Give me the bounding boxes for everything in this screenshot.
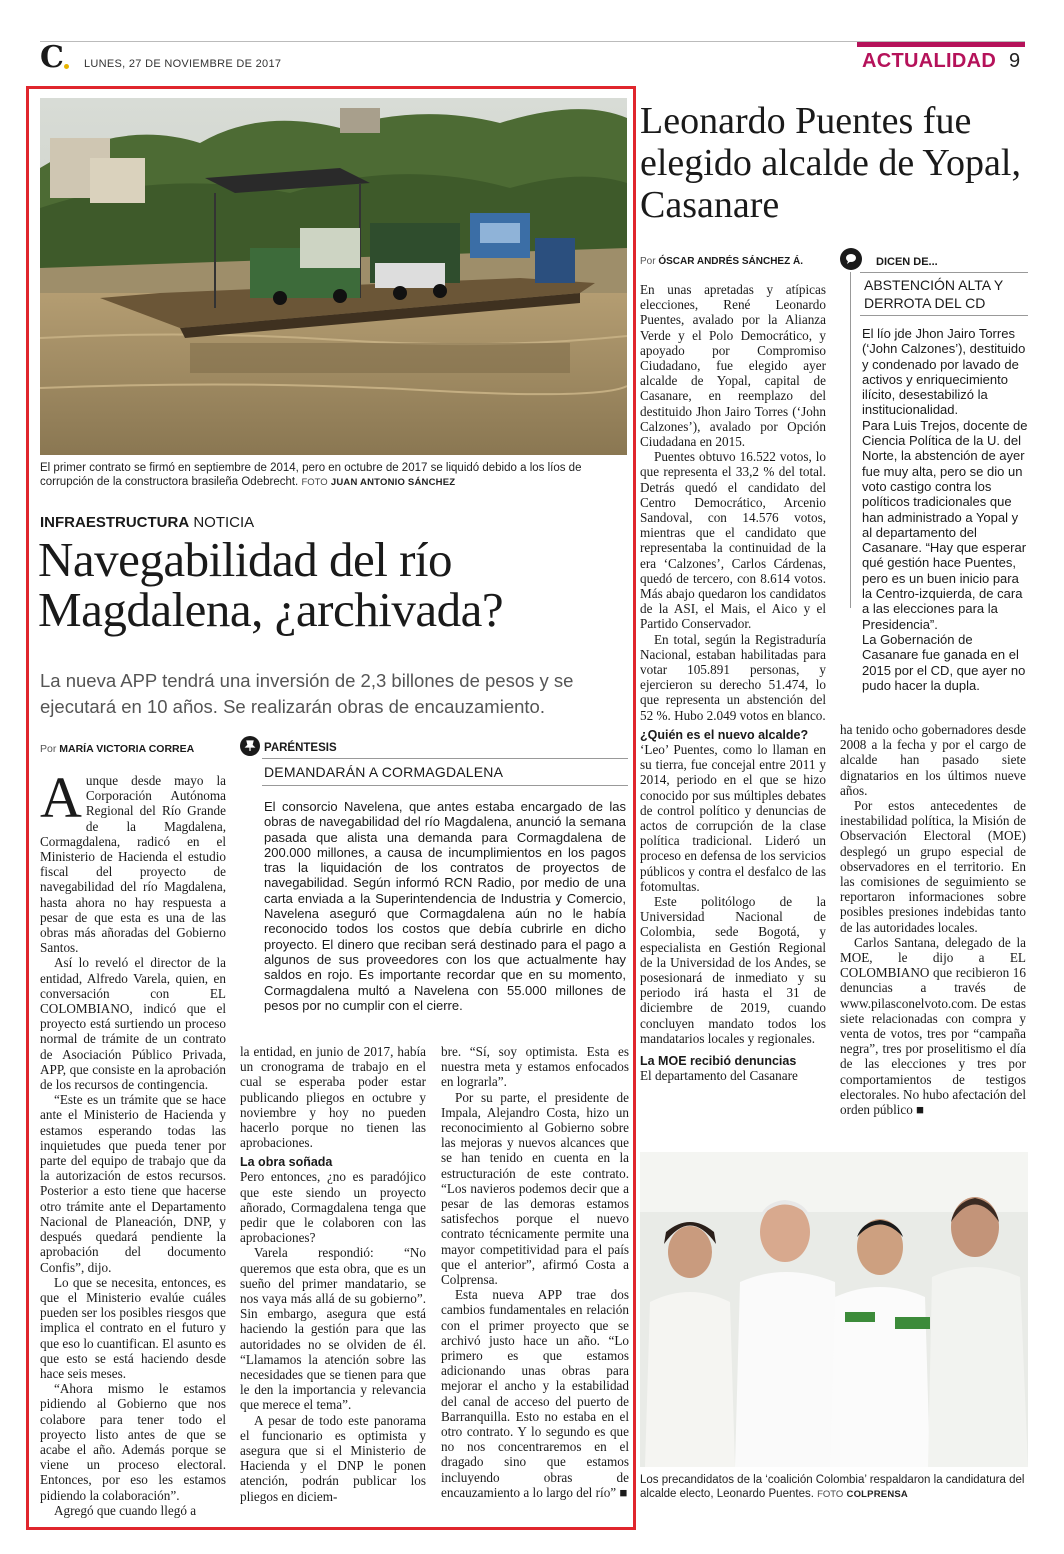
article-kicker: INFRAESTRUCTURA NOTICIA [40, 514, 255, 531]
article-lead: La nueva APP tendrá una inversión de 2,3 billones de pesos y se ejecutará en 10 años. Se realizarán obras de encauzamiento. [40, 670, 574, 717]
parentesis-box [240, 736, 630, 1032]
article-headline: Navegabilidad del río Magdalena, ¿archivada? [38, 532, 504, 637]
ferry-photo [40, 98, 627, 455]
dicen-de-left-rule [850, 272, 851, 608]
subhead-nuevo-alcalde: ¿Quién es el nuevo alcalde? [640, 727, 809, 742]
parentesis-title-rule-top [262, 758, 628, 759]
yopal-byline: Por ÓSCAR ANDRÉS SÁNCHEZ Á. [640, 256, 803, 267]
article-column-3: bre. “Sí, soy optimista. Esta es nuestra meta y estamos enfocados en lograrla”. Por su parte, el presidente de Impala, Alejandro Costa, hizo un reconocimiento al Gobierno sobre las mejoras y nuevos alcances que se han tenido en cuenta en la estructuración de este contrato. “Los navieros podemos decir que a pesar de las demoras estamos satisfechos porque el nuevo contrato técnicamente permite una mayor competitividad para el país que el anterior”, afirmó Costa a Colprensa. Esta nueva APP trae dos cambios fundamentales en relación con el primer proyecto que se archivó justo hace un año. “Lo primero es que estamos adicionando unas obras para mejorar el ancho y la estabilidad del canal de acceso del puerto de Barranquilla. Esto no estaba en el otro contrato. Y lo segundo es que no nos concentraremos en el dragado sino que estamos incluyendo obras de encauzamiento a lo largo del río” ■ [441, 1044, 629, 1500]
dicen-de-rule-top [860, 272, 1028, 273]
parentesis-label: PARÉNTESIS [264, 742, 337, 754]
parentesis-title: DEMANDARÁN A CORMAGDALENA [264, 764, 504, 780]
newspaper-logo: C [40, 40, 64, 75]
dicen-de-rule-bottom [860, 315, 1028, 316]
section-name: ACTUALIDAD [862, 50, 997, 72]
pin-icon [240, 736, 260, 756]
dicen-de-box [840, 248, 1028, 700]
parentesis-title-rule-bottom [262, 785, 628, 786]
candidates-photo-caption: Los precandidatos de la ‘coalición Colombia’ respaldaron la candidatura del alcalde electo, Leonardo Puentes. FOTO COLPRENSA [640, 1474, 1025, 1500]
parentesis-text: El consorcio Navelena, que antes estaba encargado de las obras de navegabilidad del río Magdalena, anunció la semana pasada que alista una demanda para Cormagdalena de 200.000 millones, a causa de incumplimientos en los pagos tras la liquidación de los contratos de proyectos de navegabilidad. Según informó RCN Radio, por medio de una carta enviada a la Superintendencia de Industria y Comercio, Navelena aseguró que Cormagdalena aún no le había reconocido todos los costos que debía cubrirle en dicho proyecto. El dinero que reciban será destinado para el pago a algunos de sus proveedores con los que actualmente hay saldos en rojo. Es importante recordar que en su momento, Cormagdalena multó a Navelena con 55.000 millones de pesos por no cumplir con el cierre. [264, 799, 626, 1013]
speech-bubble-icon [840, 248, 862, 270]
dicen-de-label: DICEN DE... [876, 256, 938, 268]
logo-dot [64, 64, 69, 69]
ferry-photo-caption: El primer contrato se firmó en septiembre de 2014, pero en octubre de 2017 se liquidó debido a los líos de corrupción de la constructora brasileña Odebrecht. FOTO JUAN ANTONIO SÁNCHEZ [40, 462, 582, 488]
dicen-de-title: ABSTENCIÓN ALTA Y DERROTA DEL CD [864, 277, 1004, 311]
candidates-photo [640, 1152, 1028, 1467]
yopal-column-a: En unas apretadas y atípicas elecciones, René Leonardo Puentes, avalado por la Alianza Verde y el Polo Democrático, y apoyado por Compromiso Ciudadano, fue elegido ayer alcalde de Yopal, capital de Casanare, en reemplazo del destituido Jhon Jairo Torres (‘John Calzones’), avalado por Opción Ciudadana en 2015. Puentes obtuvo 16.522 votos, lo que representa el 33,2 % del total. Detrás quedó el candidato del Centro Democrático, Arcenio Sandoval, con 14.576 votos, mientras que el candidato que representaba la continuidad de la era ‘Calzones’, Carlos Cárdenas, quedó de tercero, con 8.614 votos. Más abajo quedaron los candidatos de la ASI, el Mais, el Aico y el Partido Conservador. En total, según la Registraduría Nacional, estaban habilitadas para votar 105.891 personas, y ejercieron su derecho 51.474, lo que representa un abstención del 52 %. Hubo 2.049 votos en blanco. ¿Quién es el nuevo alcalde? ‘Leo’ Puentes, como lo llaman en su tierra, fue concejal entre 2011 y 2014, periodo en el que se hizo conocido por sus múltiples debates de control político y denuncias de actos de corrupción de la clase política tradicional. Lideró un proceso en defensa de los servicios públicos y contra el desfalco de las fotomultas. Este politólogo de la Universidad Nacional de Colombia, sede Bogotá, y especialista en Gestión Regional de la Universidad de los Andes, se posesionará de inmediato y su periodo irá hasta el 31 de diciembre de 2019, cuando concluyen mandato todos los mandatarios locales y regionales. La MOE recibió denuncias El departamento del Casanare [640, 282, 826, 1083]
yopal-column-b: ha tenido ocho gobernadores desde 2008 a la fecha y por el cargo de alcalde han pasado siete dignatarios en los últimos nueve años. Por estos antecedentes de inestabilidad política, la Misión de Observación Electoral (MOE) desplegó un grupo especial de observadores en el territorio. En las comisiones de seguimiento se reportaron informaciones sobre posibles presiones indebidas tanto de las autoridades locales. Carlos Santana, delegado de la MOE, le dijo a EL COLOMBIANO que recibieron 16 denuncias a través de www.pilasconelvoto.com. De estas siete relacionadas con compra y venta de votos, tres por “campaña negra”, tres por proselitismo el día de las elecciones y tres por comportamientos de testigos electorales. No hubo afectación del orden público ■ [840, 722, 1026, 1118]
issue-date: LUNES, 27 DE NOVIEMBRE DE 2017 [84, 58, 282, 70]
subhead-obra-sonada: La obra soñada [240, 1155, 333, 1170]
subhead-moe: La MOE recibió denuncias [640, 1053, 797, 1068]
yopal-headline: Leonardo Puentes fue elegido alcalde de Yopal, Casanare [640, 100, 1021, 226]
article-column-2: la entidad, en junio de 2017, había un cronograma de trabajo en el cual se esperaba poder estar publicando pliegos en octubre y noviembre y hoy no pueden hacerlo porque no tienen las aprobaciones. La obra soñada Pero entonces, ¿no es paradójico que este siendo un proyecto añorado, Cormagdalena tenga que pedir que le colaboren con las aprobaciones? Varela respondió: “No queremos que esta obra, que es un sueño del primer mandatario, se nos vaya más allá de su gobierno”. Sin embargo, asegura que está haciendo la gestión para que las autoridades no se olviden de él. “Llamamos la atención sobre las necesidades que se tienen para que le den la importancia y relevancia que merece el tema”. A pesar de todo este panorama el funcionario es optimista y asegura que si el Ministerio de Hacienda y el DNP le ponen atención, podrán publicar los pliegos en diciem- [240, 1044, 426, 1504]
dicen-de-text: El lío jde Jhon Jairo Torres (‘John Calzones’), destituido y condenado por lavado de activos y enriquecimiento ilícito, desestabilizó la institucionalidad. Para Luis Trejos, docente de Ciencia Política de la U. del Norte, la abstención de ayer fue muy alta, pero se dio un voto castigo contra los políticos tradicionales que han administrado a Yopal y al departamento del Casanare. “Hay que esperar qué gestión hace Puentes, pero es un buen inicio para la Centro-izquierda, de cara a las elecciones para la Presidencia”. La Gobernación de Casanare fue ganada en el 2015 por el CD, que ayer no pudo hacer la dupla. [862, 326, 1028, 693]
page-number: 9 [1009, 50, 1021, 72]
drop-cap: A [40, 773, 82, 830]
section-accent-bar [857, 42, 1025, 47]
article-byline: Por MARÍA VICTORIA CORREA [40, 743, 195, 755]
article-column-1: Aunque desde mayo la Corporación Autónoma Regional del Río Grande de la Magdalena, Cormagdalena, radicó en el Ministerio de Hacienda el estudio fiscal del proyecto de navegabilidad del río Magdalena, hasta ahora no hay respuesta a pesar de que esta es una de las obras más añoradas del Gobierno Santos. Así lo reveló el director de la entidad, Alfredo Varela, quien, en conversación con EL COLOMBIANO, indicó que el proyecto está surtiendo un proceso normal de trámite de un contrato de Asociación Público Privada, APP, que consiste en la aprobación de los recursos de contingencia. “Este es un trámite que se hace ante el Ministerio de Hacienda y estamos esperando todas las inquietudes que pueda tener por parte del equipo de trabajo que da la autorización de estos recursos. Posterior a esto tiene que hacerse otro trámite ante el Departamento Nacional de Planeación, DNP, y después quedará pendiente la aprobación del documento Confis”, dijo. Lo que se necesita, entonces, es que el Ministerio evalúe cuáles pueden ser los posibles riesgos que implica el contrato en el futuro y que eso lo cuantifican. El asunto es que esto se está haciendo desde hace seis meses. “Ahora mismo le estamos pidiendo al Gobierno que nos colabore para tener todo el proyecto listo antes de que se acabe el año. Además porque se viene un proceso electoral. Entonces, por eso les estamos pidiendo la colaboración”. Agregó que cuando llegó a [40, 773, 226, 1518]
